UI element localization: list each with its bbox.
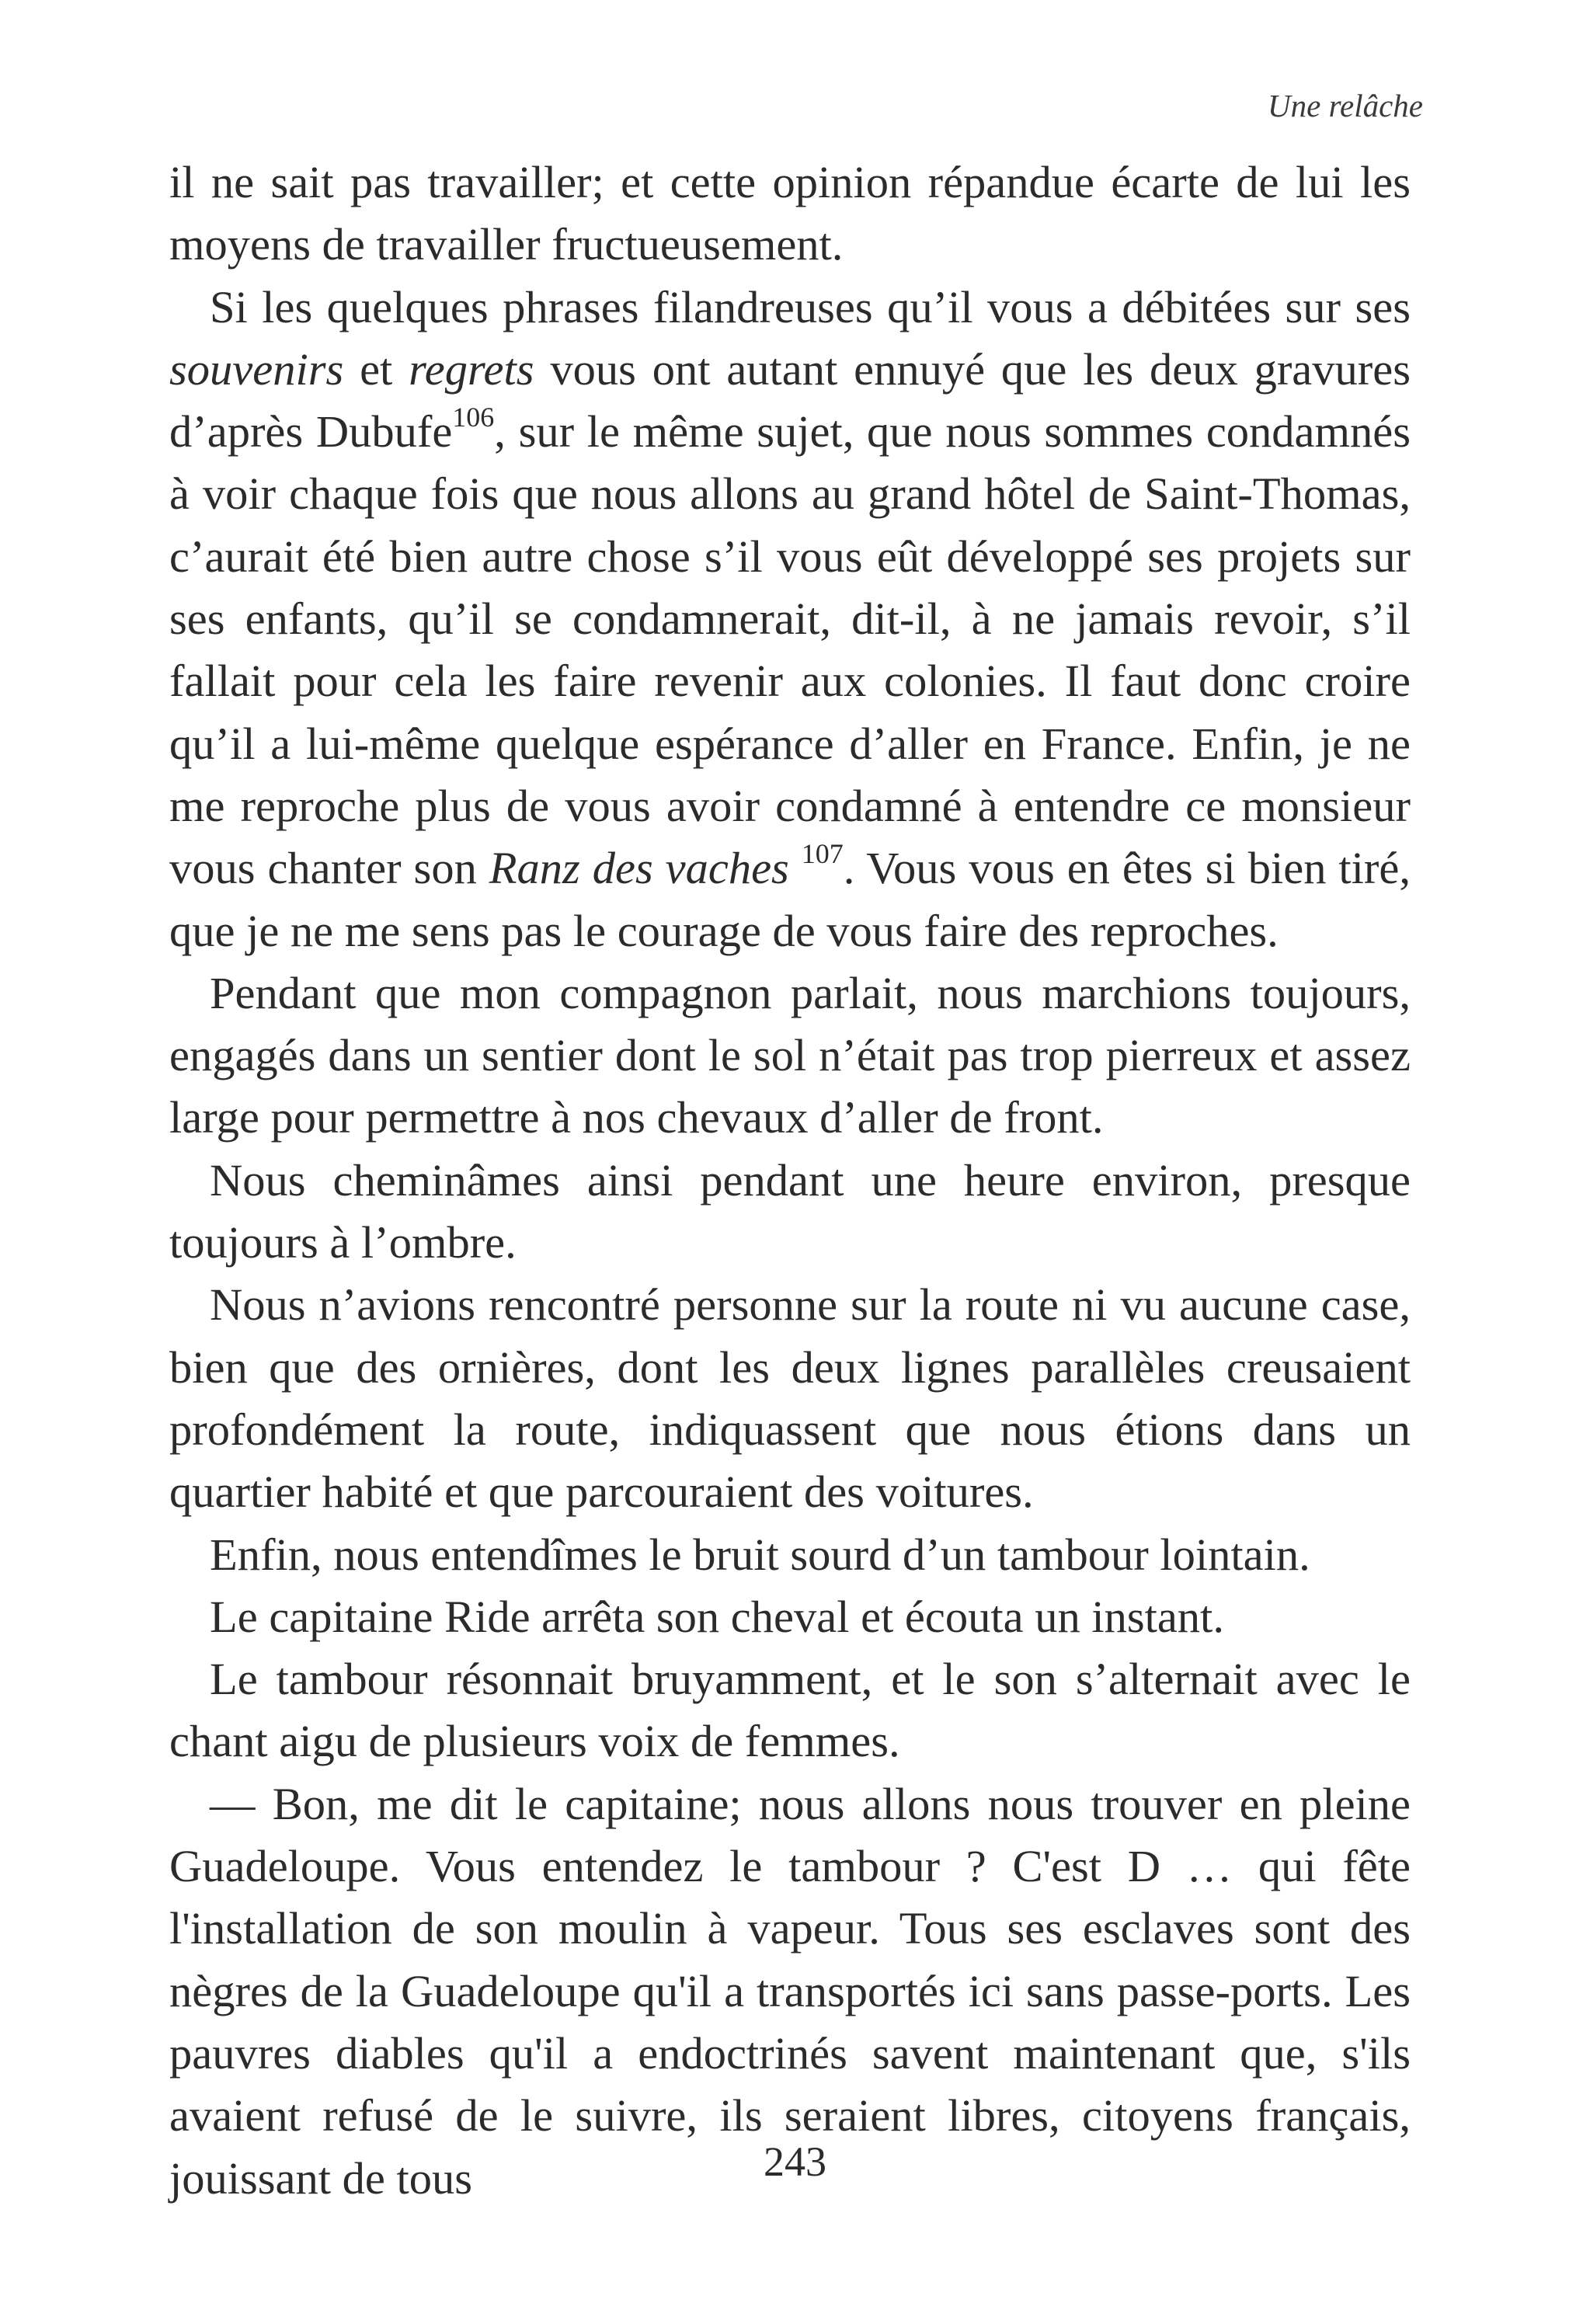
text-run: , sur le même sujet, que nous sommes condamnés à voir chaque fois que nous allons au grand hôtel de Saint-Thomas, c’aurait été bien autre chose s’il vous eût développé ses projets sur ses enfants, qu’il se condamnerait, dit-il, à ne jamais revoir, s’il fallait pour cela les faire revenir aux colonies. Il faut donc croire qu’il a lui-même quelque espérance d’aller en France. Enfin, je ne me reproche plus de vous avoir condamné à entendre ce monsieur vous chanter son: [169, 406, 1411, 894]
text-run: . Vous vous en êtes si bien tiré, que je ne me sens pas le courage de vous faire des reproches.: [169, 843, 1411, 956]
paragraph: [169, 277, 1411, 962]
paragraph: Nous cheminâmes ainsi pendant une heure environ, presque toujours à l’ombre.: [169, 1154, 1411, 1268]
footnote-ref-107[interactable]: 107: [801, 837, 844, 869]
italic-text: souvenirs: [169, 343, 344, 395]
paragraph: Nous n’avions rencontré personne sur la route ni vu aucune case, bien que des ornières, dont les deux lignes parallèles creusaient profondément la route, indiquassent que nous étions dans un quartier habité et que parcouraient des voitures.: [169, 1279, 1411, 1518]
paragraph: — Bon, me dit le capitaine; nous allons nous trouver en pleine Guadeloupe. Vous entendez le tambour ? C'est D … qui fête l'installation de son moulin à vapeur. Tous ses esclaves sont des nègres de la Guadeloupe qu'il a transportés ici sans passe-ports. Les pauvres diables qu'il a endoctrinés savent maintenant que, s'ils avaient refusé de le suivre, ils seraient libres, citoyens français, jouissant de tous: [169, 1778, 1411, 2204]
paragraph: Le tambour résonnait bruyamment, et le son s’alternait avec le chant aigu de plusieurs voix de femmes.: [169, 1654, 1411, 1767]
paragraph: Le capitaine Ride arrêta son cheval et écouta un instant.: [210, 1591, 1224, 1642]
italic-text: Ranz des vaches: [489, 843, 789, 894]
paragraph: Enfin, nous entendîmes le bruit sourd d’un tambour lointain.: [210, 1529, 1310, 1580]
text-run: et: [343, 343, 409, 395]
body-text: [169, 151, 1411, 2210]
text-run: [789, 843, 802, 893]
text-run: Si les quelques phrases filandreuses qu’il vous a débitées sur ses: [210, 281, 1411, 332]
footnote-ref-106[interactable]: 106: [452, 401, 495, 433]
paragraph: il ne sait pas travailler; et cette opinion répandue écarte de lui les moyens de travailler fructueusement.: [169, 157, 1411, 270]
italic-text: regrets: [409, 343, 534, 395]
text-run: vous ont autant ennuyé que les deux gravures d’après Dubufe: [169, 343, 1411, 457]
paragraph: Pendant que mon compagnon parlait, nous marchions toujours, engagés dans un sentier dont le sol n’était pas trop pierreux et assez large pour permettre à nos chevaux d’aller de front.: [169, 967, 1411, 1143]
page-number: 243: [764, 2138, 826, 2185]
running-head: Une relâche: [1268, 88, 1423, 124]
